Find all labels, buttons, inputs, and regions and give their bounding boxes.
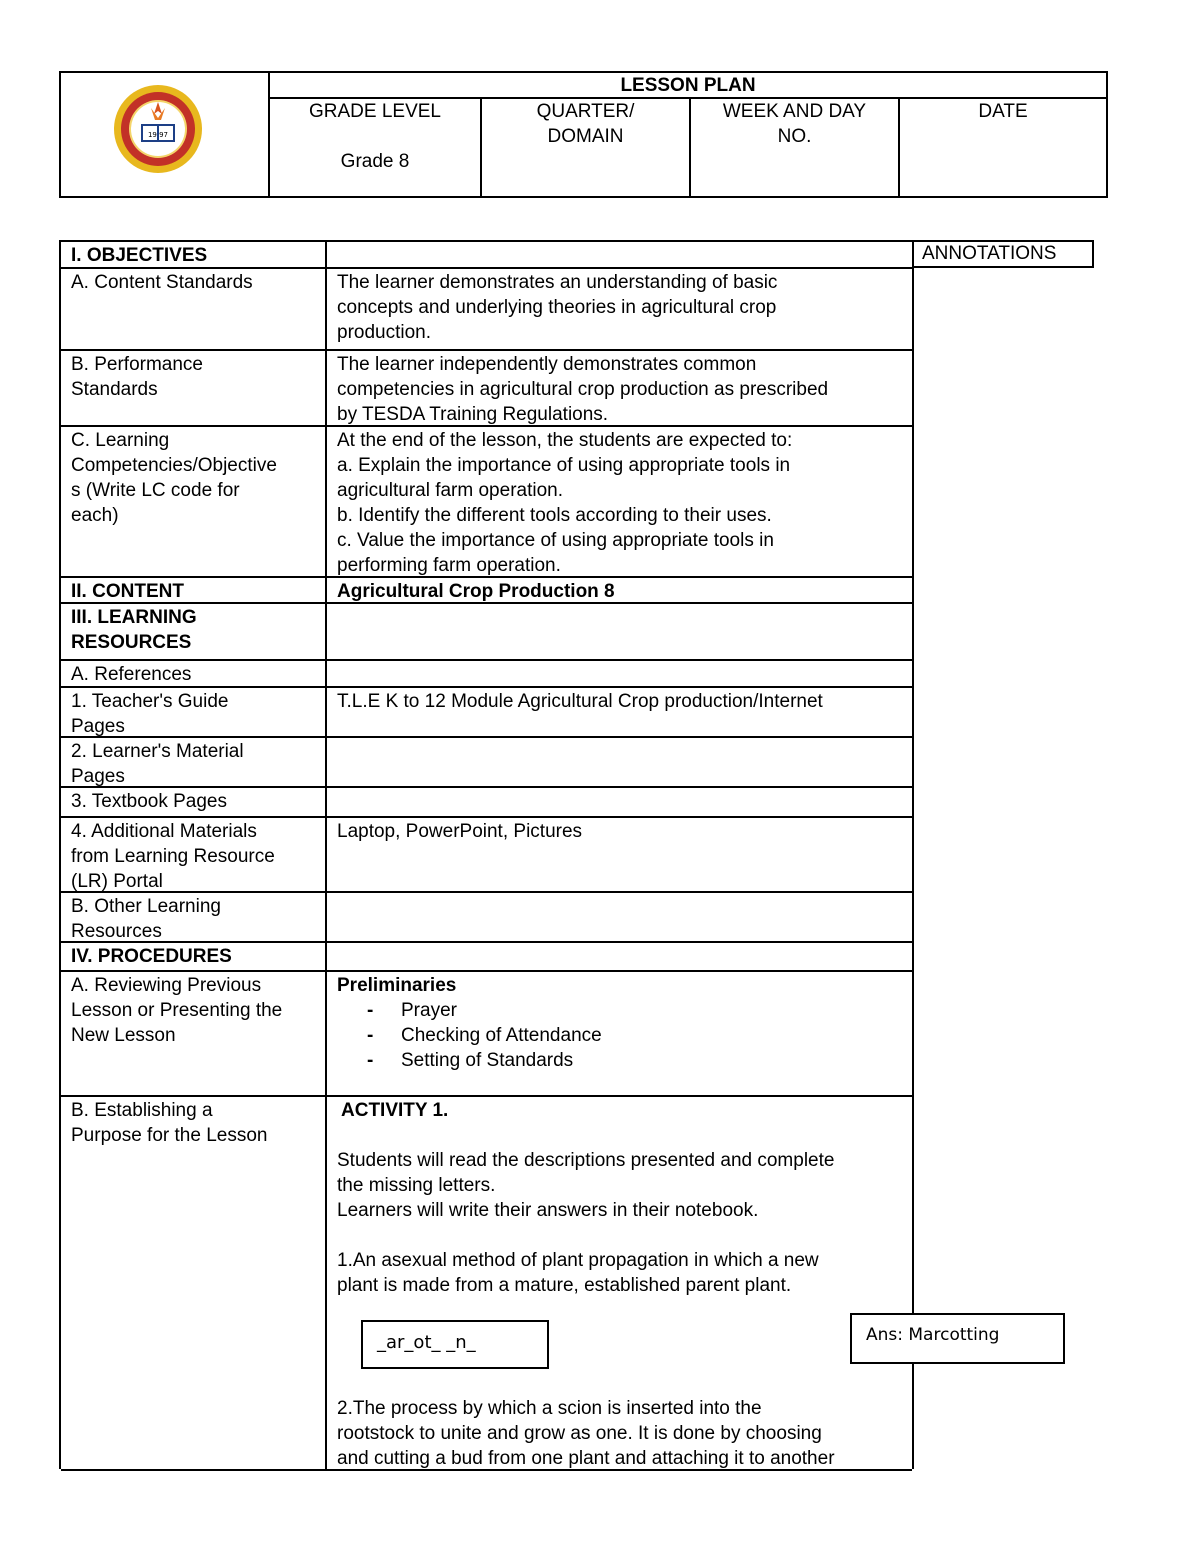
row-content <box>327 788 912 816</box>
week-day-cell <box>689 99 898 196</box>
label-line: Pages <box>71 766 125 787</box>
label-line: 2. Learner's Material <box>71 741 244 762</box>
table-row <box>61 427 912 578</box>
row-label: IV. PROCEDURES <box>61 943 327 970</box>
text-line: performing farm operation. <box>337 555 561 576</box>
text-line: The learner independently demonstrates common <box>337 354 757 375</box>
domain-label: DOMAIN <box>547 126 624 147</box>
table-row <box>61 604 912 661</box>
lesson-plan-table <box>59 240 914 1469</box>
table-row <box>61 578 912 604</box>
row-content <box>327 893 912 941</box>
question-line: 2.The process by which a scion is inserted into the <box>337 1398 762 1419</box>
table-row <box>61 972 912 1097</box>
label-line: Resources <box>71 921 162 942</box>
label-line: 4. Additional Materials <box>71 821 257 842</box>
answer-key-box: Ans: Marcotting <box>850 1313 1065 1364</box>
row-content: Agricultural Crop Production 8 <box>337 581 615 602</box>
table-row <box>61 242 912 269</box>
question-line: 1.An asexual method of plant propagation in which a new <box>337 1250 819 1271</box>
row-label <box>61 351 327 425</box>
week-day-no-label: NO. <box>777 126 812 147</box>
row-label <box>61 972 327 1095</box>
label-line: B. Performance <box>71 354 203 375</box>
table-row <box>61 818 912 893</box>
activity-heading: ACTIVITY 1. <box>341 1100 449 1121</box>
table-row <box>61 738 912 788</box>
logo-cell <box>61 73 270 196</box>
grade-level-cell <box>270 99 480 196</box>
label-line: Lesson or Presenting the <box>71 1000 283 1021</box>
row-label: A. References <box>61 661 327 686</box>
row-label <box>61 738 327 786</box>
text-line: agricultural farm operation. <box>337 480 563 501</box>
list-item: - Setting of Standards <box>337 1048 912 1073</box>
label-line: each) <box>71 505 119 526</box>
row-content <box>327 427 912 576</box>
quarter-domain-cell <box>480 99 689 196</box>
label-line: A. Reviewing Previous <box>71 975 262 996</box>
row-label: II. CONTENT <box>61 578 327 602</box>
question-line: rootstock to unite and grow as one. It is done by choosing <box>337 1423 822 1444</box>
annotations-header: ANNOTATIONS <box>914 240 1094 268</box>
text-line: Students will read the descriptions presented and complete <box>337 1150 835 1171</box>
label-line: B. Other Learning <box>71 896 221 917</box>
table-row <box>61 351 912 427</box>
list-item: - Prayer <box>337 998 912 1023</box>
row-content <box>327 269 912 349</box>
row-content <box>327 972 912 1095</box>
row-content <box>327 604 912 659</box>
question-line: plant is made from a mature, established parent plant. <box>337 1275 792 1296</box>
table-row <box>61 269 912 351</box>
lesson-plan-title: LESSON PLAN <box>270 73 1106 99</box>
text-line: b. Identify the different tools according to their uses. <box>337 505 772 526</box>
text-line: The learner demonstrates an understanding of basic <box>337 272 778 293</box>
row-content <box>327 738 912 786</box>
row-label <box>61 688 327 736</box>
row-label: 3. Textbook Pages <box>61 788 327 816</box>
grade-level-value: Grade 8 <box>340 151 410 172</box>
text-line: the missing letters. <box>337 1175 496 1196</box>
label-line: Competencies/Objective <box>71 455 277 476</box>
label-line: C. Learning <box>71 430 170 451</box>
table-row <box>61 893 912 943</box>
row-content <box>327 943 912 970</box>
grade-level-label: GRADE LEVEL <box>309 101 441 122</box>
text-line: production. <box>337 322 432 343</box>
week-day-label: WEEK AND DAY <box>722 101 867 122</box>
label-line: B. Establishing a <box>71 1100 213 1121</box>
question-line: and cutting a bud from one plant and attaching it to another <box>337 1448 835 1469</box>
row-label <box>61 893 327 941</box>
label-line: s (Write LC code for <box>71 480 240 501</box>
row-content <box>327 661 912 686</box>
text-line: c. Value the importance of using appropriate tools in <box>337 530 774 551</box>
table-row <box>61 1097 912 1471</box>
text-line: Learners will write their answers in their notebook. <box>337 1200 759 1221</box>
preliminaries-heading: Preliminaries <box>337 975 457 996</box>
row-label <box>61 604 327 659</box>
row-content: Laptop, PowerPoint, Pictures <box>337 821 583 842</box>
row-content <box>327 1097 912 1469</box>
label-line: Purpose for the Lesson <box>71 1125 268 1146</box>
header-table <box>59 71 1108 198</box>
quarter-label: QUARTER/ <box>536 101 635 122</box>
text-line: a. Explain the importance of using appropriate tools in <box>337 455 791 476</box>
list-item: - Checking of Attendance <box>337 1023 912 1048</box>
row-label <box>61 427 327 576</box>
missing-letters-box: _ar_ot_ _n_ <box>361 1320 549 1369</box>
label-line: III. LEARNING <box>71 607 197 628</box>
row-label <box>61 1097 327 1469</box>
table-row <box>61 788 912 818</box>
date-cell <box>898 99 1106 196</box>
date-label: DATE <box>978 101 1028 122</box>
row-content <box>327 351 912 425</box>
school-seal-icon <box>113 84 203 174</box>
text-line: by TESDA Training Regulations. <box>337 404 609 425</box>
row-label: A. Content Standards <box>61 269 327 349</box>
label-line: 1. Teacher's Guide <box>71 691 229 712</box>
label-line: New Lesson <box>71 1025 176 1046</box>
table-row <box>61 688 912 738</box>
text-line: concepts and underlying theories in agricultural crop <box>337 297 777 318</box>
seal-year-text: 19 97 <box>147 131 169 139</box>
table-row <box>61 943 912 972</box>
text-line: competencies in agricultural crop production as prescribed <box>337 379 829 400</box>
label-line: Pages <box>71 716 125 737</box>
row-content <box>327 242 912 267</box>
label-line: Standards <box>71 379 158 400</box>
preliminaries-list <box>337 998 912 1073</box>
label-line: (LR) Portal <box>71 871 163 892</box>
label-line: RESOURCES <box>71 632 192 653</box>
row-label: I. OBJECTIVES <box>61 242 327 267</box>
text-line: At the end of the lesson, the students are expected to: <box>337 430 793 451</box>
row-content: T.L.E K to 12 Module Agricultural Crop production/Internet <box>337 691 823 712</box>
table-row <box>61 661 912 688</box>
label-line: from Learning Resource <box>71 846 275 867</box>
row-label <box>61 818 327 891</box>
